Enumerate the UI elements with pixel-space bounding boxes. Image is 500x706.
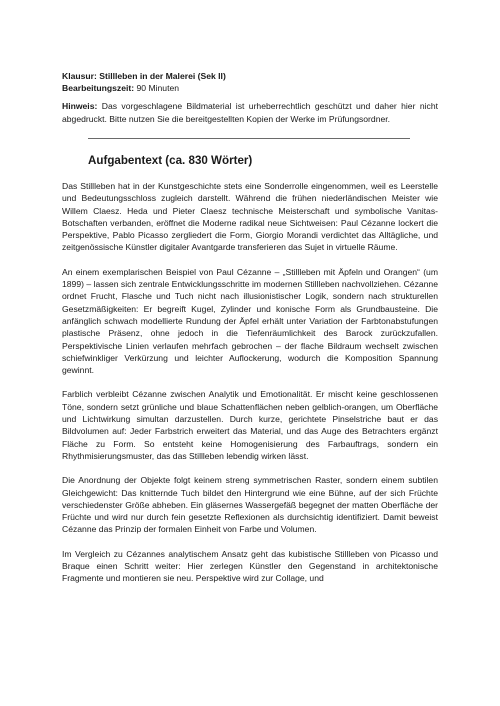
body-paragraph-2: An einem exemplarischen Beispiel von Paul Cézanne – „Stillleben mit Äpfeln und Orangen“ (um 1899) – lassen sich zentrale Entwicklungsschritte im modernen Stillleben nachvollziehen. Cézanne ordnet Frucht, Flasche und Tuch nicht nach illusionistischer Logik, sondern nach strukturellen Gesetzmäßigkeiten: Er begreift Kugel, Zylinder und konische Form als Grundbausteine. Die anfänglich schwach modellierte Rundung der Äpfel erhält unter Variation der Farbtonabstufungen plastische Präsenz, ohne jedoch in die Tiefenräumlichkeit des Barock zurückzufallen. Perspektivische Linien verlaufen mehrfach gebrochen – der flache Bildraum wechselt zwischen schiefwinkliger Verkürzung und leichter Auflockerung, wodurch die Komposition Spannung gewinnt. xyxy=(62,266,438,376)
time-value: 90 Minuten xyxy=(134,83,180,93)
body-paragraph-4: Die Anordnung der Objekte folgt keinem streng symmetrischen Raster, sondern einem subtilen Gleichgewicht: Das knitternde Tuch bildet den Hintergrund wie eine Bühne, auf der sich Früchte verschiedenster Größe abheben. Ein gläsernes Wassergefäß begegnet der matten Oberfläche der Früchte und wird nur durch fein gesetzte Reflexionen als durchsichtig identifiziert. Damit beweist Cézanne das Prinzip der formalen Einheit von Farbe und Volumen. xyxy=(62,475,438,535)
hint-text: Das vorgeschlagene Bildmaterial ist urheberrechtlich geschützt und daher hier nicht abgedruckt. Bitte nutzen Sie die bereitgestellten Kopien der Werke im Prüfungsordner. xyxy=(62,101,438,124)
body-paragraph-3: Farblich verbleibt Cézanne zwischen Analytik und Emotionalität. Er mischt keine geschlossenen Töne, sondern setzt grünliche und blaue Schattenflächen neben gelblich-orangen, um Oberfläche und Lichtwirkung simultan darzustellen. Durch kurze, gerichtete Pinselstriche baut er das Bildvolumen auf: Jeder Farbstrich erweitert das Material, und das Auge des Betrachters ergänzt Fläche zu Form. So entsteht keine Homogenisierung des Farbauftrags, sondern ein Rhythmisierungsmuster, das das Stillleben lebendig wirken lässt. xyxy=(62,389,438,461)
exam-title-text: Klausur: Stillleben in der Malerei (Sek II) xyxy=(62,71,226,81)
hint-paragraph xyxy=(62,100,438,125)
time-line xyxy=(62,82,438,94)
time-label: Bearbeitungszeit: xyxy=(62,83,135,93)
exam-title xyxy=(62,70,438,82)
body-paragraph-5: Im Vergleich zu Cézannes analytischem Ansatz geht das kubistische Stillleben von Picasso und Braque einen Schritt weiter: Hier zerlegen Künstler den Gegenstand in architektonische Fragmente und montieren sie neu. Perspektive wird zur Collage, und xyxy=(62,548,438,584)
section-title: Aufgabentext (ca. 830 Wörter) xyxy=(88,154,253,167)
body-paragraph-1: Das Stillleben hat in der Kunstgeschichte stets eine Sonderrolle eingenommen, weil es Leerstelle und Bedeutungsschloss zugleich darstellt. Während die frühen niederländischen Meister wie Willem Claesz. Heda und Pieter Claesz technische Meisterschaft und symbolische Vanitas-Botschaften verbanden, eröffnet die Moderne radikal neue Sichtweisen: Paul Cézanne lockert die Perspektive, Pablo Picasso zergliedert die Form, Giorgio Morandi verdichtet das Alltägliche, und zeitgenössische Künstler digitaler Avantgarde transferieren das Sujet in virtuelle Räume. xyxy=(62,181,438,253)
divider-line xyxy=(88,138,410,139)
hint-label: Hinweis: xyxy=(62,101,98,111)
